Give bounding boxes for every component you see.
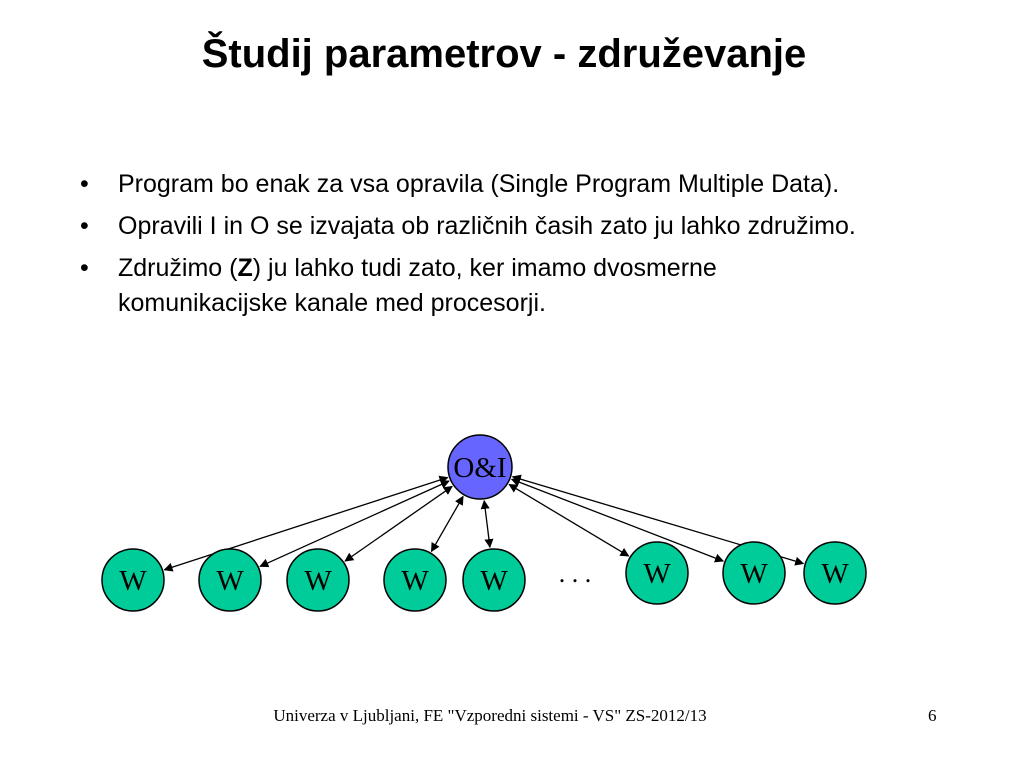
worker-label: W — [119, 565, 147, 597]
worker-label: W — [740, 558, 768, 590]
worker-node — [287, 549, 349, 611]
connection-arrow — [484, 501, 490, 548]
connection-arrow — [431, 496, 463, 551]
slide-title: Študij parametrov - združevanje — [201, 32, 807, 76]
ellipsis-label: . . . — [558, 559, 592, 588]
bullet-text — [118, 254, 717, 317]
connection-arrow — [509, 484, 629, 556]
worker-label: W — [304, 565, 332, 597]
worker-label: W — [821, 558, 849, 590]
bullet-item — [78, 209, 868, 244]
page-number: 6 — [928, 706, 937, 725]
network-diagram — [0, 420, 1024, 620]
bullet-marker: • — [80, 254, 89, 282]
hub-node — [448, 435, 512, 499]
hub-label: O&I — [453, 452, 507, 484]
worker-node — [626, 542, 688, 604]
bullet-text-post: ) ju lahko tudi zato, ker imamo dvosmerne komunikacijske kanale med procesorji. — [118, 254, 717, 317]
bullet-marker: • — [80, 212, 89, 240]
worker-label: W — [216, 565, 244, 597]
worker-label: W — [643, 558, 671, 590]
bullet-text: Opravili I in O se izvajata ob različnih časih zato ju lahko združimo. — [118, 212, 856, 240]
footer-text: Univerza v Ljubljani, FE "Vzporedni sistemi - VS" ZS-2012/13 — [273, 706, 707, 725]
bullet-marker: • — [80, 170, 89, 198]
bullet-item — [78, 251, 868, 321]
worker-node — [463, 549, 525, 611]
bullet-item — [78, 167, 868, 202]
worker-label: W — [401, 565, 429, 597]
worker-node — [723, 542, 785, 604]
worker-node — [199, 549, 261, 611]
worker-node — [804, 542, 866, 604]
bullet-text-bold: Z — [237, 254, 253, 282]
worker-label: W — [480, 565, 508, 597]
bullet-text-pre: Združimo ( — [118, 254, 238, 282]
bullet-text: Program bo enak za vsa opravila (Single Program Multiple Data). — [118, 170, 840, 198]
worker-node — [102, 549, 164, 611]
bullet-list — [78, 167, 868, 328]
worker-node — [384, 549, 446, 611]
connection-arrow — [345, 486, 452, 561]
worker-nodes — [102, 542, 866, 611]
